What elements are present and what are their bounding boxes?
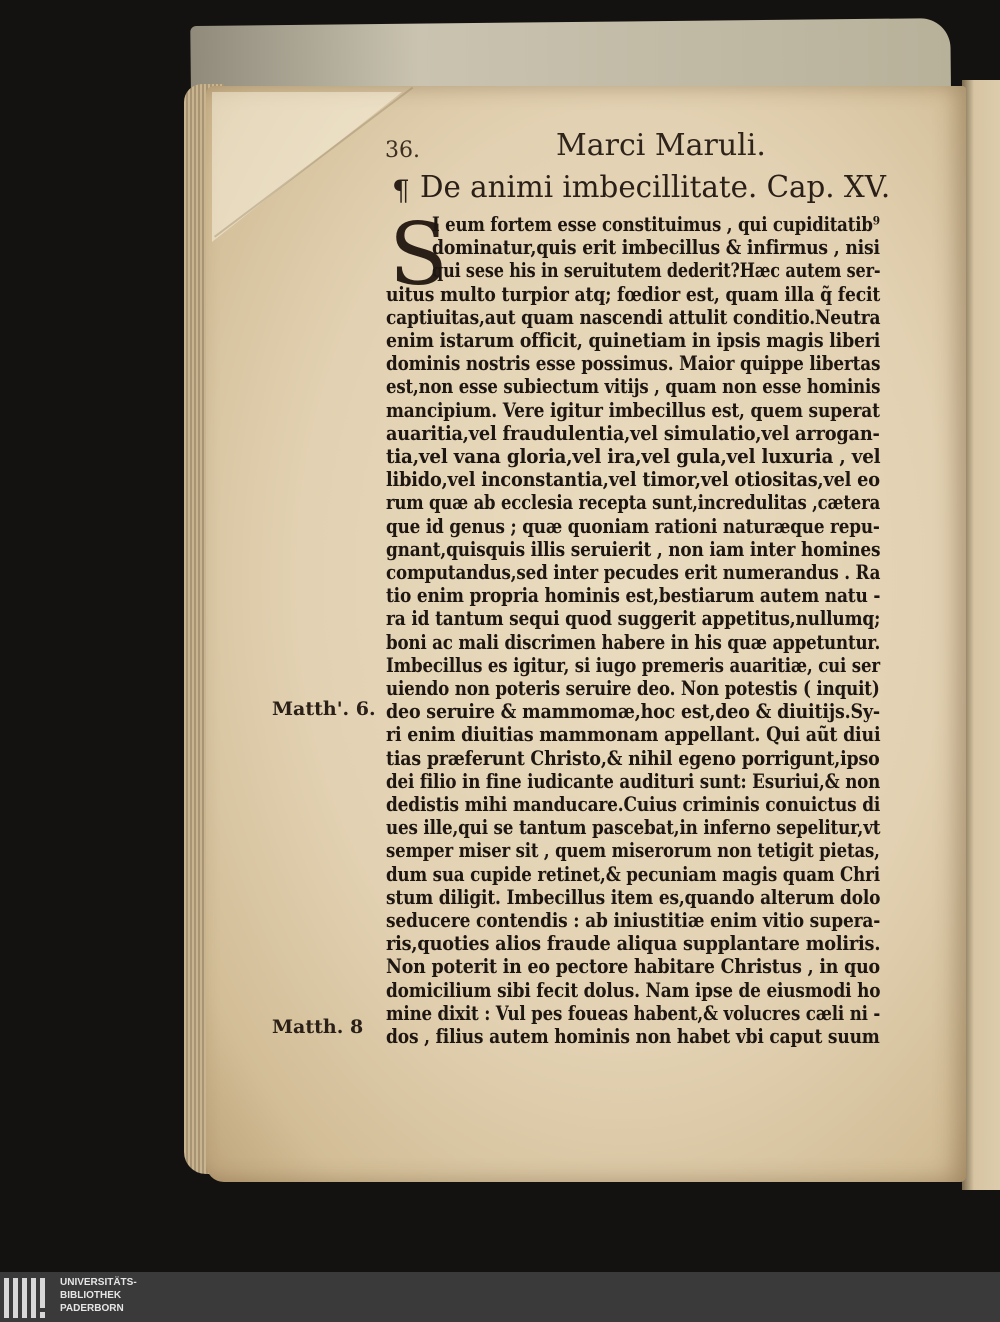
- text-line: mancipium. Vere igitur imbecillus est, quem superat: [386, 398, 880, 422]
- text-line: qui sese his in seruitutem dederit?Hæc autem ser-: [432, 259, 881, 283]
- marginal-note: Matth'. 6.: [272, 698, 376, 720]
- marginal-note: Matth. 8: [272, 1016, 364, 1038]
- text-line: semper miser sit , quem miserorum non tetigit pietas,: [386, 839, 880, 863]
- text-line: dos , filius autem hominis non habet vbi caput suum: [386, 1025, 880, 1048]
- library-logo-icon: [4, 1278, 56, 1318]
- text-line: ues ille,qui se tantum pascebat,in inferno sepelitur,vt: [386, 816, 881, 840]
- text-line: auaritia,vel fraudulentia,vel simulatio,vel arrogan-: [386, 421, 880, 445]
- text-line: libido,vel inconstantia,vel timor,vel otiositas,vel eo: [386, 468, 880, 492]
- text-line: tia,vel vana gloria,vel ira,vel gula,vel luxuria , vel: [386, 445, 881, 468]
- text-line: deo seruire & mammomæ,hoc est,deo & diuitijs.Sy-: [386, 700, 880, 724]
- text-line: Imbecillus es igitur, si iugo premeris auaritiæ, cui ser: [386, 653, 880, 677]
- chapter-title: De animi imbecillitate. Cap. XV.: [420, 170, 891, 205]
- text-line: domicilium sibi fecit dolus. Nam ipse de eiusmodi ho: [386, 978, 881, 1002]
- footer-bar: [0, 1272, 1000, 1322]
- text-line: ra id tantum sequi quod suggerit appetitus,nullumq;: [386, 607, 881, 631]
- text-line: mine dixit : Vul pes foueas habent,& volucres cæli ni -: [386, 1001, 881, 1025]
- drop-cap: S: [389, 205, 448, 305]
- text-line: enim istarum officit, quinetiam in ipsis magis liberi: [386, 329, 881, 352]
- text-line: dominis nostris esse possimus. Maior quippe libertas: [386, 352, 881, 376]
- text-line: uiendo non poteris seruire deo. Non potestis ( inquit): [386, 677, 880, 700]
- page-number: 36.: [385, 138, 420, 163]
- text-line: dedistis mihi manducare.Cuius criminis conuictus di: [386, 793, 881, 816]
- running-head: Marci Maruli.: [556, 128, 766, 163]
- text-line: rum quæ ab ecclesia recepta sunt,incredulitas ,cætera: [386, 491, 881, 515]
- text-line: stum diligit. Imbecillus item es,quando alterum dolo: [386, 885, 881, 909]
- text-line: dum sua cupide retinet,& pecuniam magis quam Chri: [386, 862, 880, 886]
- text-line: seducere contendis : ab iniustitiæ enim vitio supera-: [386, 909, 881, 932]
- library-name: UNIVERSITÄTS- BIBLIOTHEK PADERBORN: [60, 1277, 137, 1314]
- text-line: ris,quoties alios fraude aliqua supplantare moliris.: [386, 932, 881, 956]
- text-line: tias præferunt Christo,& nihil egeno porrigunt,ipso: [386, 746, 880, 770]
- text-line: I eum fortem esse constituimus , qui cupiditatib⁹: [432, 213, 880, 236]
- text-line: uitus multo turpior atq; fœdior est, quam illa q̃ fecit: [386, 282, 881, 306]
- text-line: Non poterit in eo pectore habitare Christus , in quo: [386, 955, 880, 979]
- text-line: ri enim diuitias mammonam appellant. Qui aũt diui: [386, 723, 881, 747]
- text-line: computandus,sed inter pecudes erit numerandus . Ra: [386, 561, 881, 584]
- facing-page-edge: [962, 80, 1000, 1190]
- text-line: tio enim propria hominis est,bestiarum autem natu -: [386, 584, 881, 608]
- text-line: gnant,quisquis illis seruierit , non iam inter homines: [386, 537, 881, 561]
- text-line: que id genus ; quæ quoniam rationi naturæque repu-: [386, 514, 880, 538]
- text-line: boni ac mali discrimen habere in his quæ appetuntur.: [386, 630, 881, 654]
- text-line: dei filio in fine iudicante audituri sunt: Esuriui,& non: [386, 769, 881, 793]
- text-line: captiuitas,aut quam nascendi attulit conditio.Neutra: [386, 305, 881, 329]
- paragraph-mark: ¶: [392, 174, 410, 207]
- text-line: dominatur,quis erit imbecillus & infirmus , nisi: [432, 236, 880, 260]
- text-line: est,non esse subiectum vitijs , quam non esse hominis: [386, 375, 881, 399]
